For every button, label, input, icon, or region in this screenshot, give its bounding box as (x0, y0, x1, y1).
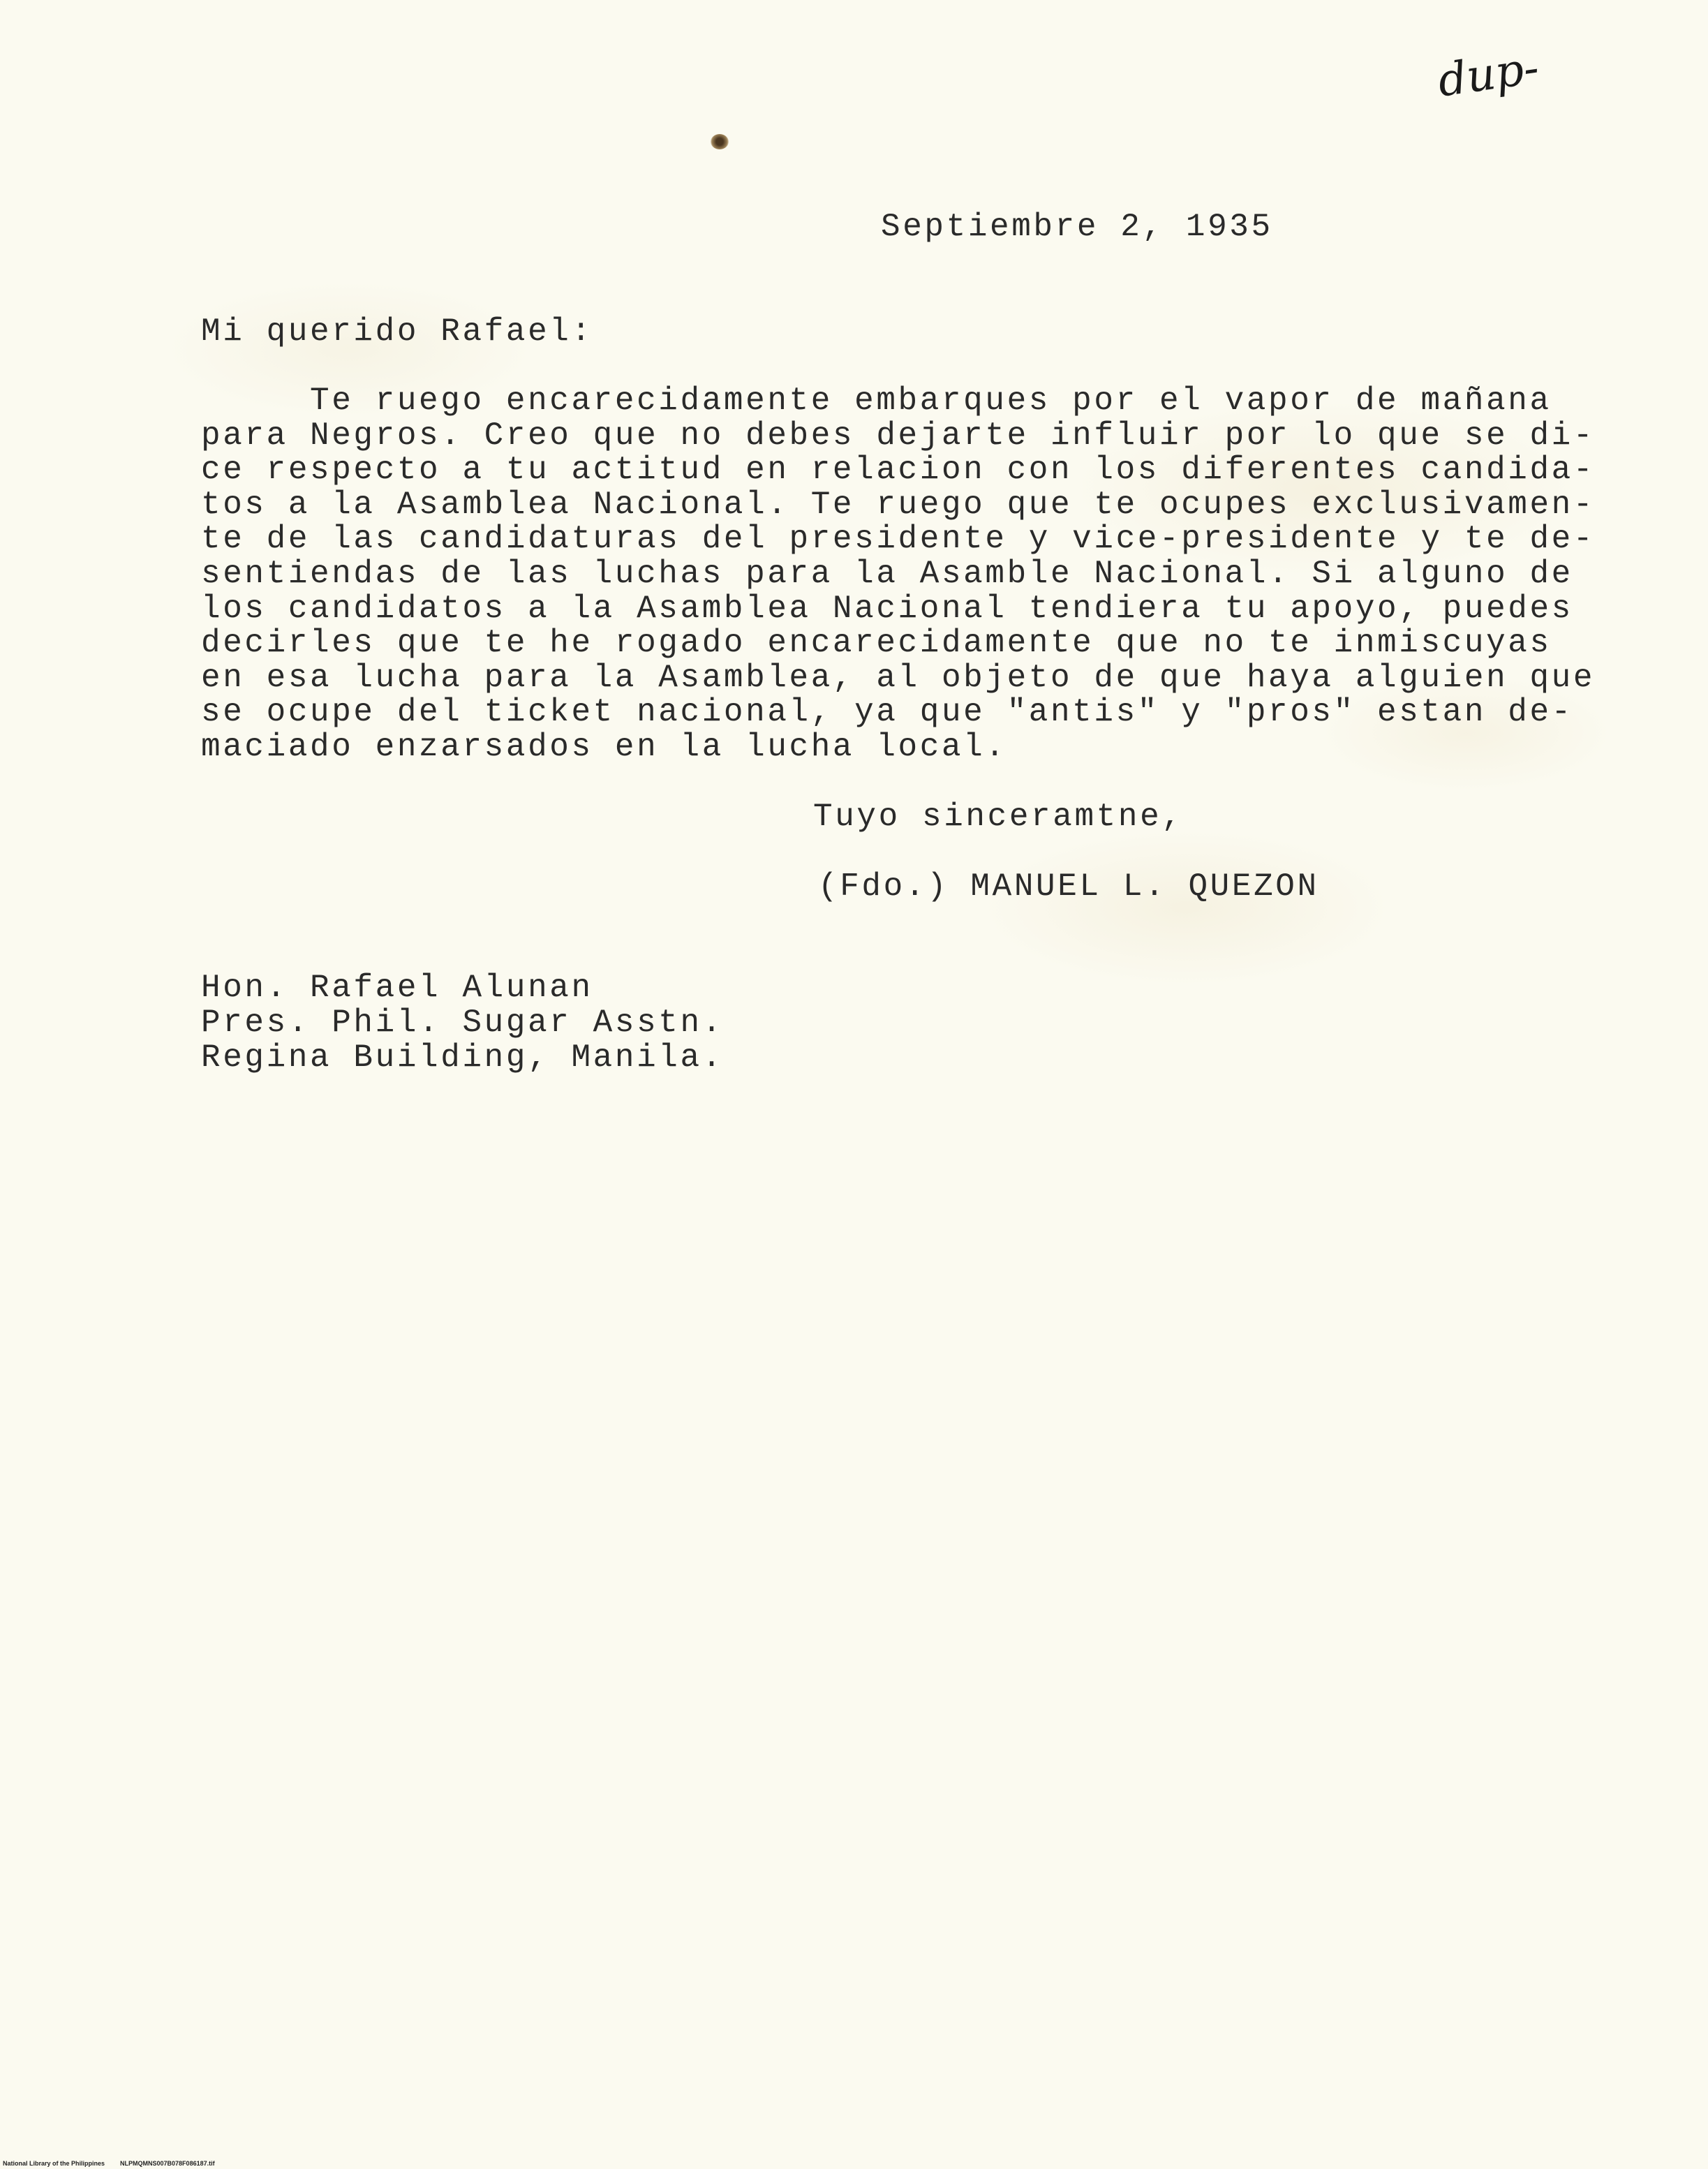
body-line: se ocupe del ticket nacional, ya que "antis" y "pros" estan de- (201, 694, 1573, 731)
address-line-3: Regina Building, Manila. (201, 1039, 724, 1076)
body-line: maciado enzarsados en la lucha local. (201, 728, 1007, 765)
ink-blot (711, 134, 729, 149)
handwritten-annotation: dup- (1434, 42, 1543, 108)
letter-closing: Tuyo sinceramtne, (813, 799, 1184, 835)
body-line: sentiendas de las luchas para la Asamble Nacional. Si alguno de (201, 555, 1573, 592)
body-line: para Negros. Creo que no debes dejarte influir por lo que se di- (201, 417, 1596, 454)
body-line: en esa lucha para la Asamblea, al objeto de que haya alguien que (201, 659, 1596, 696)
body-line: te de las candidaturas del presidente y vice-presidente y te de- (201, 521, 1596, 558)
address-line-1: Hon. Rafael Alunan (201, 970, 593, 1006)
letter-date: Septiembre 2, 1935 (881, 209, 1273, 245)
letter-signature: (Fdo.) MANUEL L. QUEZON (818, 868, 1319, 905)
letter-body (201, 384, 1639, 765)
address-line-2: Pres. Phil. Sugar Asstn. (201, 1005, 724, 1041)
body-line: decirles que te he rogado encarecidamente que no te inmiscuyas (201, 625, 1552, 662)
body-line: Te ruego encarecidamente embarques por el vapor de mañana (201, 383, 1552, 419)
archive-footer (3, 2160, 230, 2167)
body-line: los candidatos a la Asamblea Nacional tendiera tu apoyo, puedes (201, 590, 1573, 627)
letter-salutation: Mi querido Rafael: (201, 313, 593, 350)
footer-file-id: NLPMQMNS007B078F086187.tif (120, 2160, 215, 2167)
body-line: ce respecto a tu actitud en relacion con los diferentes candida- (201, 452, 1596, 489)
footer-library: National Library of the Philippines (3, 2160, 105, 2167)
body-line: tos a la Asamblea Nacional. Te ruego que te ocupes exclusivamen- (201, 486, 1596, 523)
